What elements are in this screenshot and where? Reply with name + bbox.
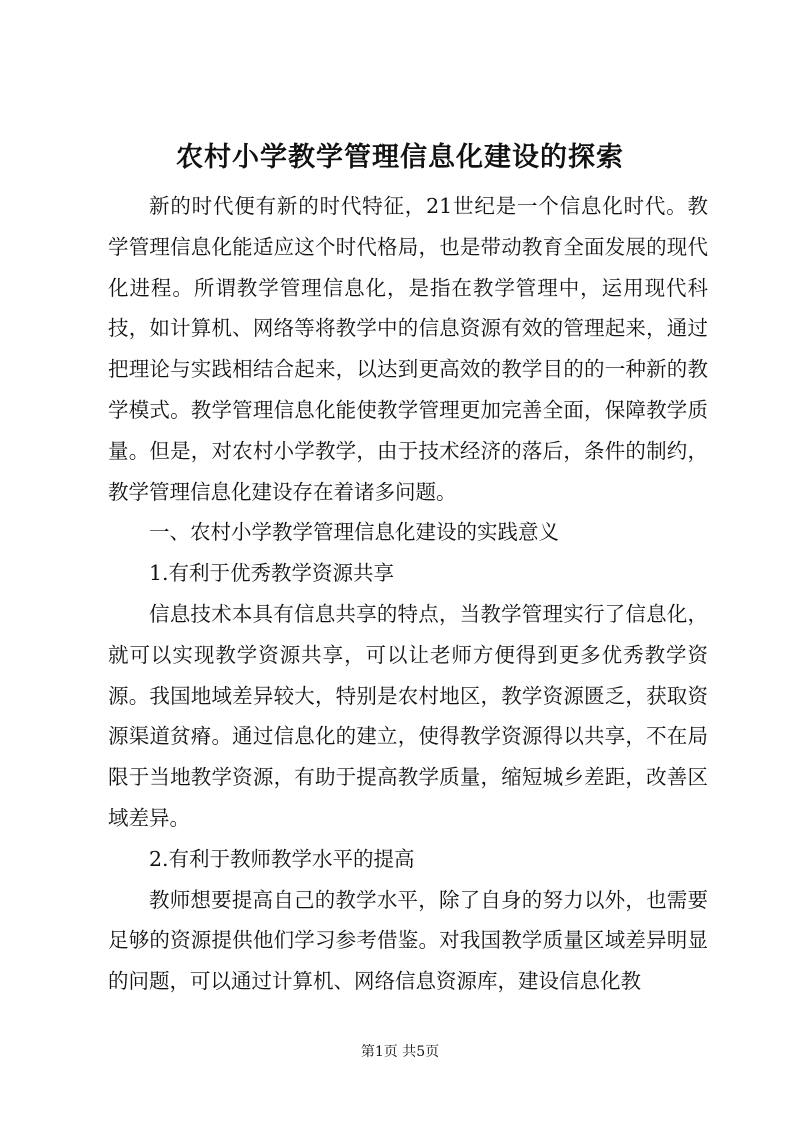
document-title: 农村小学教学管理信息化建设的探索 bbox=[176, 142, 624, 173]
paragraph-resource-sharing: 信息技术本具有信息共享的特点，当教学管理实行了信息化，就可以实现教学资源共享，可以让老师方便得到更多优秀教学资源。我国地域差异较大，特别是农村地区，教学资源匮乏，获取资源渠道贫瘠。通过信息化的建立，使得教学资源得以共享，不在局限于当地教学资源，有助于提高教学质量，缩短城乡差距，改善区域差异。 bbox=[108, 601, 708, 830]
paragraph-teacher-level: 教师想要提高自己的教学水平，除了自身的努力以外，也需要足够的资源提供他们学习参考借鉴。对我国教学质量区域差异明显的问题，可以通过计算机、网络信息资源库，建设信息化教 bbox=[108, 887, 708, 994]
section-heading-1: 一、农村小学教学管理信息化建设的实践意义 bbox=[149, 520, 559, 545]
subsection-heading-1: 1.有利于优秀教学资源共享 bbox=[149, 561, 395, 586]
page-number-footer: 第1页 共5页 bbox=[360, 1044, 440, 1060]
document-body bbox=[108, 186, 708, 1002]
paragraph-intro: 新的时代便有新的时代特征，21世纪是一个信息化时代。教学管理信息化能适应这个时代格局，也是带动教育全面发展的现代化进程。所谓教学管理信息化，是指在教学管理中，运用现代科技，如计算机、网络等将教学中的信息资源有效的管理起来，通过把理论与实践相结合起来，以达到更高效的教学目的的一种新的教学模式。教学管理信息化能使教学管理更加完善全面，保障教学质量。但是，对农村小学教学，由于技术经济的落后，条件的制约，教学管理信息化建设存在着诸多问题。 bbox=[108, 194, 708, 504]
subsection-heading-2: 2.有利于教师教学水平的提高 bbox=[149, 846, 415, 871]
